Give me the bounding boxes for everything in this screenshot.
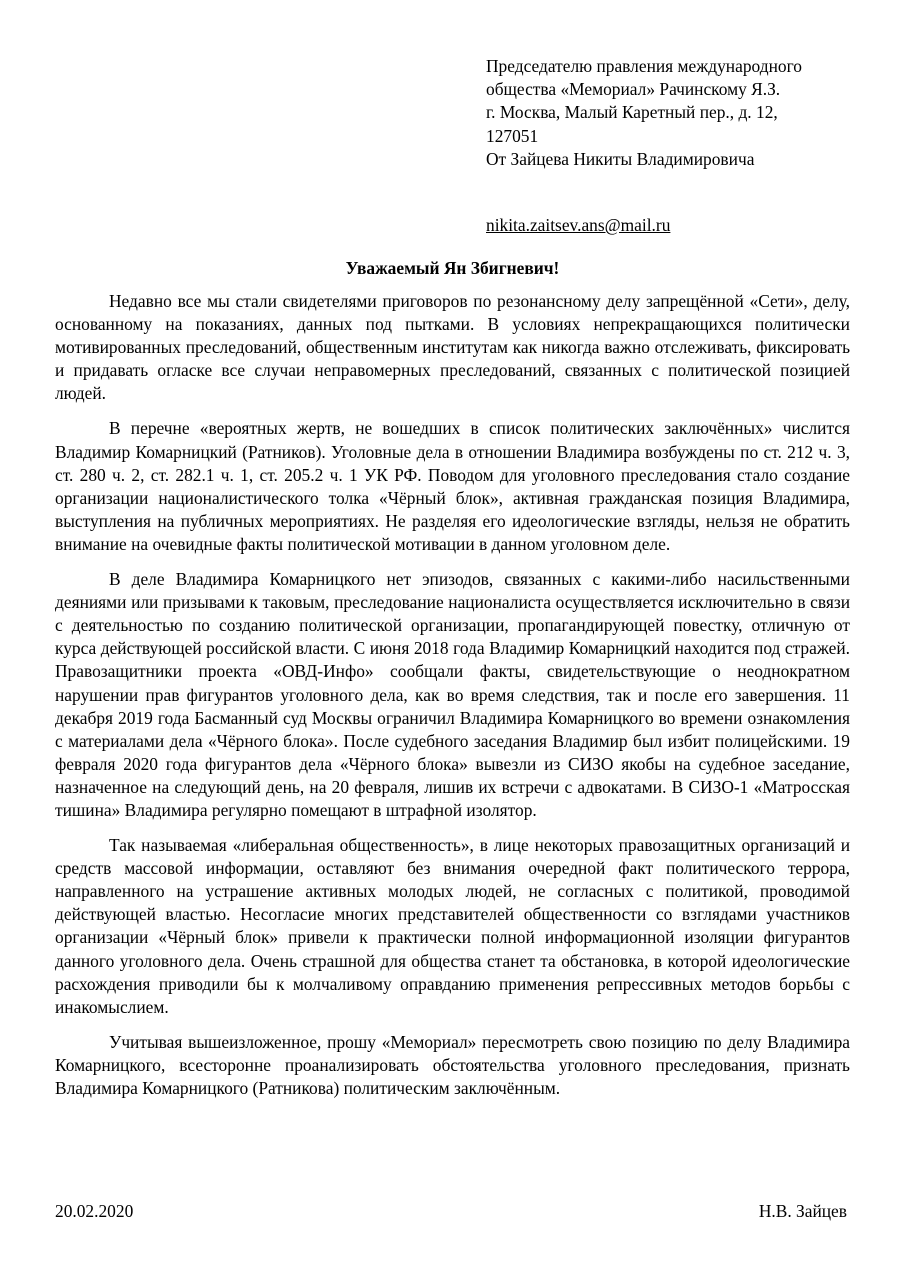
letter-date: 20.02.2020 (55, 1201, 134, 1221)
body-paragraph: В деле Владимира Комарницкого нет эпизодов, связанных с какими-либо насильственными деяниями или призывами к таковым, преследование националиста осуществляется исключительно в связи с деятельностью по созданию политической организации, пропагандирующей повестку, отличную от курса действующей российской власти. С июня 2018 года Владимир Комарницкий находится под стражей. Правозащитники проекта «ОВД-Инфо» сообщали факты, свидетельствующие о неоднократном нарушении прав фигурантов уголовного дела, как во время следствия, так и после его завершения. 11 декабря 2019 года Басманный суд Москвы ограничил Владимира Комарницкого во времени ознакомления с материалами дела «Чёрного блока». После судебного заседания Владимир был избит полицейскими. 19 февраля 2020 года фигурантов дела «Чёрного блока» вывезли из СИЗО якобы на судебное заседание, назначенное на следующий день, на 20 февраля, лишив их встречи с адвокатами. В СИЗО-1 «Матросская тишина» Владимира регулярно помещают в штрафной изолятор. (55, 569, 850, 820)
body-paragraph: Учитывая вышеизложенное, прошу «Мемориал» пересмотреть свою позицию по делу Владимира Комарницкого, всесторонне проанализировать обстоятельства уголовного преследования, признать Владимира Комарницкого (Ратникова) политическим заключённым. (55, 1031, 850, 1098)
body-paragraph: Недавно все мы стали свидетелями приговоров по резонансному делу запрещённой «Сети», делу, основанному на показаниях, данных под пытками. В условиях непрекращающихся политически мотивированных преследований, общественным институтам как никогда важно отслеживать, фиксировать и придавать огласке все случаи неправомерных преследований, связанных с политической позицией людей. (55, 291, 850, 404)
addressee-block (486, 55, 866, 171)
body-paragraph: В перечне «вероятных жертв, не вошедших в список политических заключённых» числится Владимир Комарницкий (Ратников). Уголовные дела в отношении Владимира возбуждены по ст. 212 ч. 3, ст. 280 ч. 2, ст. 282.1 ч. 1, ст. 205.2 ч. 1 УК РФ. Поводом для уголовного преследования стало создание организации националистического толка «Чёрный блок», активная гражданская позиция Владимира, выступления на публичных мероприятиях. Не разделяя его идеологические взгляды, нельзя не обратить внимание на очевидные факты политической мотивации в данном уголовном деле. (55, 418, 850, 554)
sender-email-link[interactable]: nikita.zaitsev.ans@mail.ru (486, 215, 671, 235)
letter-body (55, 290, 850, 1112)
sender-line: От Зайцева Никиты Владимировича (486, 148, 755, 169)
signature: Н.В. Зайцев (758, 1201, 847, 1221)
salutation-heading: Уважаемый Ян Збигневич! (345, 258, 560, 278)
addressee-postcode: 127051 (486, 125, 539, 146)
addressee-line: Председателю правления международного (486, 56, 802, 76)
addressee-address: г. Москва, Малый Каретный пер., д. 12, (486, 102, 778, 123)
addressee-line: общества «Мемориал» Рачинскому Я.З. (486, 79, 781, 100)
body-paragraph: Так называемая «либеральная общественность», в лице некоторых правозащитных организаций и средств массовой информации, оставляют без внимания очередной факт политического террора, направленного на устрашение активных молодых людей, не согласных с политикой, проводимой действующей властью. Несогласие многих представителей общественности со взглядами участников организации «Чёрный блок» привели к практически полной информационной изоляции фигурантов данного уголовного дела. Очень страшной для общества станет та обстановка, в которой идеологические расхождения приводили бы к молчаливому оправданию применения репрессивных методов борьбы с инакомыслием. (55, 835, 850, 1017)
